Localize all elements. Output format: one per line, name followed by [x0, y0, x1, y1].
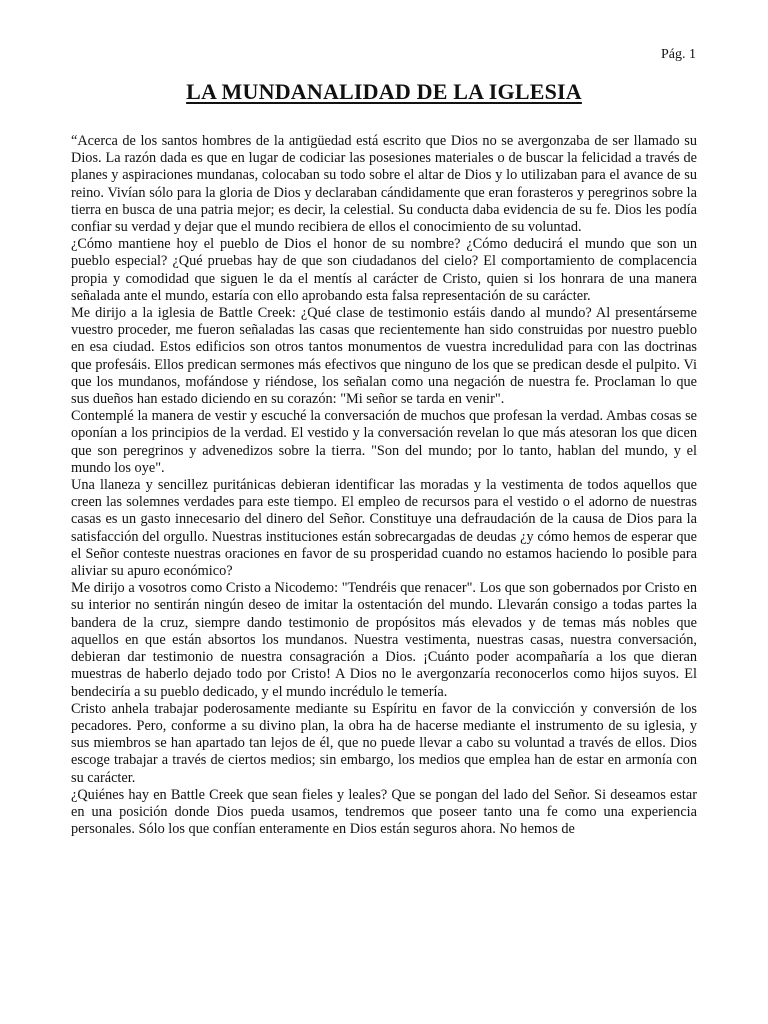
- paragraph-6: Me dirijo a vosotros como Cristo a Nicodemo: "Tendréis que renacer". Los que son gobernados por Cristo en su interior no sentirán ningún deseo de imitar la ostentación del mundo. Llevarán consigo a todas partes la bandera de la cruz, siempre dando testimonio de propósitos más elevados y de temas más nobles que aquellos en que están absortos los mundanos. Nuestra vestimenta, nuestras casas, nuestra conversación, debieran dar testimonio de nuestra consagración a Dios. ¡Cuánto poder acompañaría a los que dieran muestras de haberlo dejado todo por Cristo! A Dios no le avergonzaría reconocerlos como hijos suyos. El bendeciría a su pueblo dedicado, y el mundo incrédulo le temería.: [71, 580, 697, 700]
- paragraph-8: ¿Quiénes hay en Battle Creek que sean fieles y leales? Que se pongan del lado del Señor. Si deseamos estar en una posición donde Dios pueda usamos, tendremos que poseer tanto una fe como una experiencia personales. Sólo los que confían enteramente en Dios están seguros ahora. No hemos de: [71, 786, 697, 838]
- paragraph-7: Cristo anhela trabajar poderosamente mediante su Espíritu en favor de la convicción y conversión de los pecadores. Pero, conforme a su divino plan, la obra ha de hacerse mediante el instrumento de su iglesia, y sus miembros se han apartado tan lejos de él, que no puede llevar a cabo su voluntad a través de ellos. Dios escoge trabajar a través de ciertos medios; sin embargo, los medios que emplea han de estar en armonía con su carácter.: [71, 700, 697, 786]
- document-body: [71, 133, 697, 838]
- paragraph-5: Una llaneza y sencillez puritánicas debieran identificar las moradas y la vestimenta de todos aquellos que creen las solemnes verdades para este tiempo. El empleo de recursos para el vestido o el adorno de nuestras casas es un gasto innecesario del dinero del Señor. Constituye una defraudación de la causa de Dios para la satisfacción del orgullo. Nuestras instituciones están sobrecargadas de deudas ¿y cómo hemos de esperar que el Señor conteste nuestras oraciones en favor de su prosperidad cuando no estamos haciendo lo posible para aliviar su apuro económico?: [71, 477, 697, 580]
- paragraph-2: ¿Cómo mantiene hoy el pueblo de Dios el honor de su nombre? ¿Cómo deducirá el mundo que son un pueblo especial? ¿Qué pruebas hay de que son ciudadanos del cielo? El comportamiento de complacencia propia y comodidad que siguen le da el mentís al carácter de Cristo, quien si los honrara de una manera señalada ante el mundo, estaría con ello aprobando esta falsa representación de su carácter.: [71, 236, 697, 304]
- paragraph-4: Contemplé la manera de vestir y escuché la conversación de muchos que profesan la verdad. Ambas cosas se oponían a los principios de la verdad. El vestido y la conversación revelan lo que más atesoran los que dicen que son peregrinos y advenedizos sobre la tierra. "Son del mundo; por lo tanto, hablan del mundo, y el mundo los oye".: [71, 408, 697, 476]
- page-number: Pág. 1: [661, 47, 696, 62]
- paragraph-3: Me dirijo a la iglesia de Battle Creek: ¿Qué clase de testimonio estáis dando al mundo? Al presentárseme vuestro proceder, me fueron señaladas las casas que recientemente han sido construidas por nuestro pueblo en esa ciudad. Estos edificios son otros tantos monumentos de vuestra incredulidad para con las doctrinas que profesáis. Ellos predican sermones más efectivos que ninguno de los que se predican desde el pulpito. Vi que los mundanos, mofándose y riéndose, los señalan como una negación de nuestra fe. Proclaman lo que sus dueños han estado diciendo en su corazón: "Mi señor se tarda en venir".: [71, 305, 697, 408]
- paragraph-1: “Acerca de los santos hombres de la antigüedad está escrito que Dios no se avergonzaba de ser llamado su Dios. La razón dada es que en lugar de codiciar las posesiones materiales o de buscar la felicidad a través de planes y aspiraciones mundanas, colocaban su todo sobre el altar de Dios y lo utilizaban para el avance de su reino. Vivían sólo para la gloria de Dios y declaraban cándidamente que eran forasteros y peregrinos sobre la tierra en busca de una patria mejor; es decir, la celestial. Su conducta daba evidencia de su fe. Dios les podía confiar su verdad y dejar que el mundo recibiera de ellos el conocimiento de su voluntad.: [71, 133, 697, 236]
- page-title: LA MUNDANALIDAD DE LA IGLESIA: [186, 79, 582, 104]
